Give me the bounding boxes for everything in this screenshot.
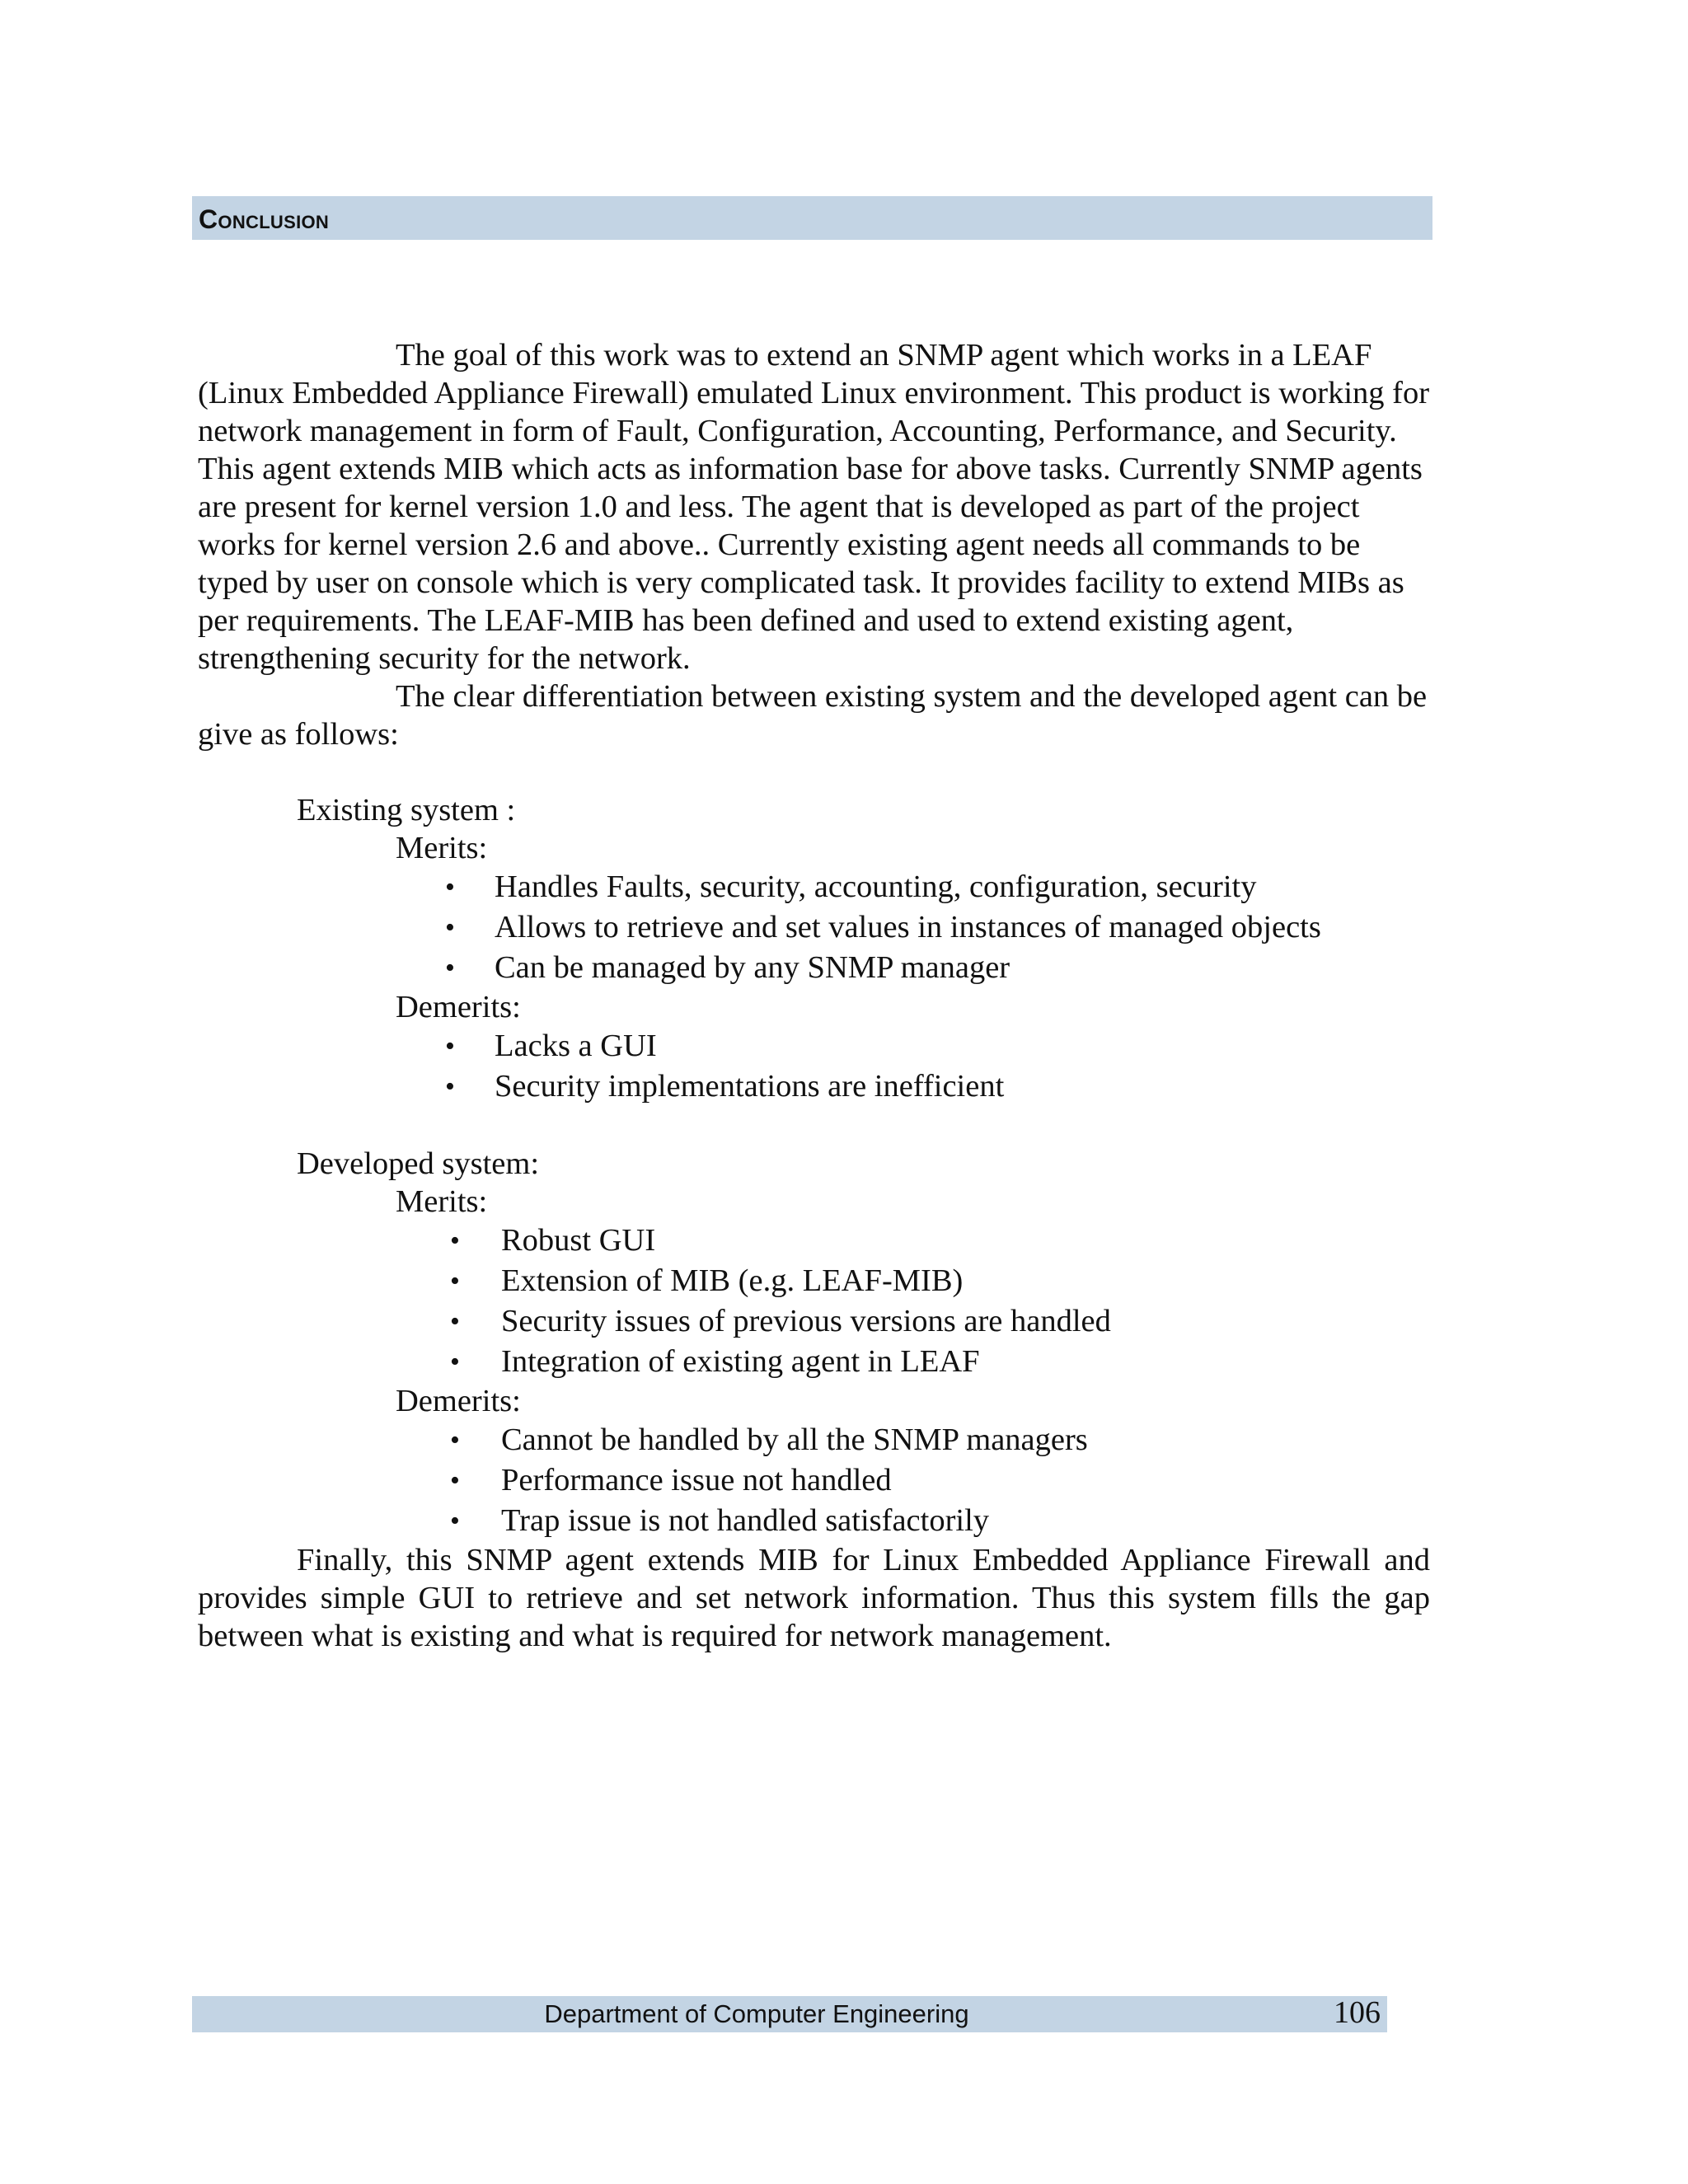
section-title: Conclusion [199, 204, 330, 234]
footer-department: Department of Computer Engineering [544, 1999, 969, 2028]
bullet-icon: • [450, 1506, 460, 1536]
differentiation-paragraph: The clear differentiation between existing system and the developed agent can be give as follows: [198, 679, 1428, 752]
footer-bar [192, 1996, 1387, 2032]
developed-demerits-label: Demerits: [396, 1384, 521, 1418]
spacer [198, 1107, 1430, 1145]
spacer [198, 753, 1430, 791]
bullet-icon: • [450, 1465, 460, 1496]
final-paragraph: Finally, this SNMP agent extends MIB for Linux Embedded Appliance Firewall and provides simple GUI to retrieve and set network information. Thus this system fills the gap between what is existing and what is required for network management. [198, 1543, 1430, 1653]
developed-merits-list [198, 1221, 1430, 1382]
list-item-text: Extension of MIB (e.g. LEAF-MIB) [501, 1263, 964, 1298]
list-item [198, 1261, 1430, 1301]
bullet-icon: • [445, 1071, 455, 1102]
developed-demerits-list [198, 1420, 1430, 1541]
bullet-icon: • [450, 1266, 460, 1296]
bullet-icon: • [450, 1347, 460, 1377]
intro-paragraph: The goal of this work was to extend an SNMP agent which works in a LEAF (Linux Embedded Appliance Firewall) emulated Linux environment. This product is working for network management in form of Fault, Configuration, Accounting, Performance, and Security. This agent extends MIB which acts as information base for above tasks. Currently SNMP agents are present for kernel version 1.0 and less. The agent that is developed as part of the project works for kernel version 2.6 and above.. Currently existing agent needs all commands to be typed by user on console which is very complicated task. It provides facility to extend MIBs as per requirements. The LEAF-MIB has been defined and used to extend existing agent, strengthening security for the network. [198, 338, 1430, 676]
list-item [198, 1420, 1430, 1460]
list-item-text: Allows to retrieve and set values in instances of managed objects [495, 910, 1321, 944]
list-item [198, 1066, 1430, 1107]
list-item [198, 1026, 1430, 1066]
list-item-text: Cannot be handled by all the SNMP managers [501, 1422, 1088, 1457]
bullet-icon: • [450, 1306, 460, 1337]
existing-system-label: Existing system : [297, 793, 516, 827]
list-item-text: Security issues of previous versions are handled [501, 1304, 1111, 1338]
list-item-text: Security implementations are inefficient [495, 1069, 1005, 1104]
existing-demerits-label: Demerits: [396, 990, 521, 1024]
list-item-text: Performance issue not handled [501, 1463, 892, 1497]
list-item-text: Integration of existing agent in LEAF [501, 1344, 980, 1379]
list-item [198, 948, 1430, 988]
list-item [198, 1342, 1430, 1382]
existing-demerits-list [198, 1026, 1430, 1107]
bullet-icon: • [445, 872, 455, 902]
section-heading-bar [192, 196, 1432, 240]
list-item [198, 867, 1430, 907]
bullet-icon: • [450, 1226, 460, 1256]
list-item [198, 1301, 1430, 1342]
list-item [198, 1460, 1430, 1501]
list-item-text: Trap issue is not handled satisfactorily [501, 1503, 990, 1538]
document-body [198, 336, 1430, 1655]
list-item-text: Can be managed by any SNMP manager [495, 950, 1010, 985]
list-item-text: Robust GUI [501, 1223, 656, 1258]
bullet-icon: • [445, 953, 455, 983]
developed-merits-label: Merits: [396, 1184, 488, 1219]
list-item [198, 1501, 1430, 1541]
bullet-icon: • [445, 1031, 455, 1062]
bullet-icon: • [445, 912, 455, 943]
existing-merits-label: Merits: [396, 831, 488, 865]
list-item [198, 1221, 1430, 1261]
bullet-icon: • [450, 1425, 460, 1455]
list-item [198, 907, 1430, 948]
existing-merits-list [198, 867, 1430, 988]
developed-system-label: Developed system: [297, 1146, 540, 1181]
page-number: 106 [1334, 1995, 1381, 2030]
list-item-text: Lacks a GUI [495, 1029, 657, 1063]
list-item-text: Handles Faults, security, accounting, configuration, security [495, 869, 1257, 904]
